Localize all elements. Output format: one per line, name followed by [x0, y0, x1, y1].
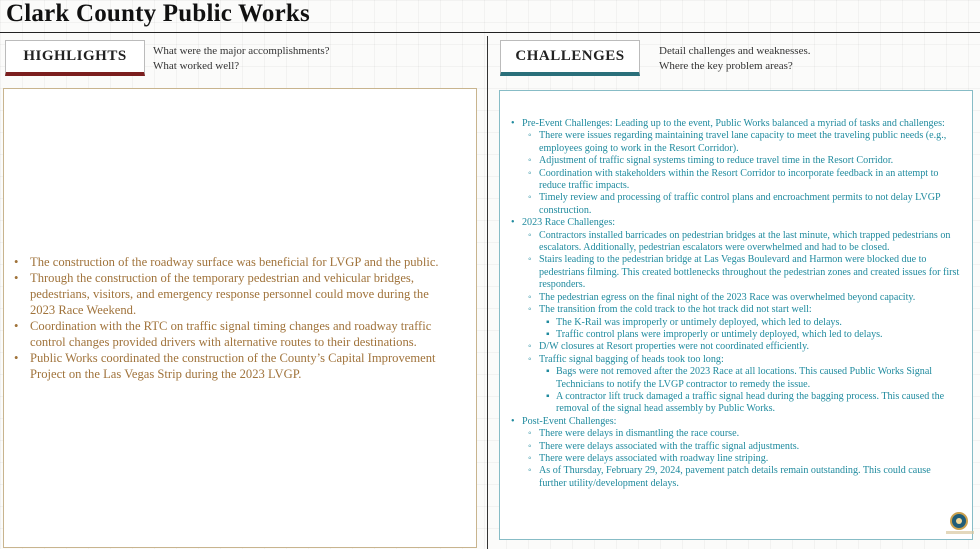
county-seal-icon — [950, 512, 968, 530]
pre-event-item: ◦ Adjustment of traffic signal systems timing to reduce travel time in the Resort Corridor. — [539, 155, 960, 167]
race-item: ◦ D/W closures at Resort properties were not coordinated efficiently. — [539, 341, 960, 353]
challenges-prompt-line2: Where the key problem areas? — [659, 60, 793, 72]
pre-event-label: Pre-Event Challenges: Leading up to the event, Public Works balanced a myriad of tasks and challenges: — [522, 118, 945, 129]
challenges-prompt-line1: Detail challenges and weaknesses. — [659, 45, 811, 57]
race-subitem: ▪ Bags were not removed after the 2023 Race at all locations. This caused Public Works Signal Technicians to notify the LVGP contractor to remedy the issue. — [556, 366, 960, 391]
post-event-item: ◦ There were delays in dismantling the race course. — [539, 428, 960, 440]
challenges-prompt — [659, 44, 811, 74]
column-divider — [487, 36, 488, 549]
pre-event-item: ◦ There were issues regarding maintaining travel lane capacity to meet the traveling public needs (e.g., employees going to work in the Resort Corridor). — [539, 130, 960, 155]
highlights-list — [4, 254, 476, 382]
highlights-prompt-line1: What were the major accomplishments? — [153, 45, 330, 57]
race-subitem: ▪ Traffic control plans were improperly or untimely deployed, which led to delays. — [556, 329, 960, 341]
race-subitem: ▪ A contractor lift truck damaged a traffic signal head during the bagging process. This caused the removal of the signal head assembly by Public Works. — [556, 391, 960, 416]
highlights-panel — [3, 88, 477, 548]
post-event-item: ◦ As of Thursday, February 29, 2024, pavement patch details remain outstanding. This could cause further utility/development delays. — [539, 465, 960, 490]
challenges-panel — [499, 90, 973, 540]
race-item-text: Traffic signal bagging of heads took too long: — [539, 353, 724, 365]
race-item — [539, 354, 960, 416]
race-item-text: The transition from the cold track to the hot track did not start well: — [539, 304, 812, 316]
highlight-item: • The construction of the roadway surface was beneficial for LVGP and the public. — [30, 254, 456, 270]
race-item — [539, 304, 960, 341]
highlight-item: • Coordination with the RTC on traffic signal timing changes and roadway traffic control changes provided drivers with alternative routes to their destinations. — [30, 318, 456, 350]
highlights-prompt — [153, 44, 330, 74]
highlights-heading: HIGHLIGHTS — [5, 40, 145, 76]
race-label: 2023 Race Challenges: — [522, 217, 616, 229]
race-item: ◦ The pedestrian egress on the final night of the 2023 Race was overwhelmed beyond capacity. — [539, 292, 960, 304]
highlight-item: • Public Works coordinated the construction of the County’s Capital Improvement Project on the Las Vegas Strip during the 2023 LVGP. — [30, 350, 456, 382]
post-event-item: ◦ There were delays associated with the traffic signal adjustments. — [539, 441, 960, 453]
highlight-item: • Through the construction of the temporary pedestrian and vehicular bridges, pedestrians, visitors, and emergency response personnel could move during the 2023 Race Weekend. — [30, 270, 456, 318]
highlights-prompt-line2: What worked well? — [153, 60, 240, 72]
race-section — [522, 217, 960, 416]
post-event-label: Post-Event Challenges: — [522, 415, 617, 427]
title-underline — [0, 32, 980, 33]
logo-caption — [946, 531, 974, 534]
challenges-heading: CHALLENGES — [500, 40, 640, 76]
post-event-section — [522, 416, 960, 490]
page-title: Clark County Public Works — [6, 0, 310, 27]
post-event-item: ◦ There were delays associated with roadway line striping. — [539, 453, 960, 465]
race-item: ◦ Contractors installed barricades on pedestrian bridges at the last minute, which trapped pedestrians on escalators. Additionally, pedestrian escalators were overwhelmed and had to be closed. — [539, 230, 960, 255]
pre-event-item: ◦ Timely review and processing of traffic control plans and encroachment permits to not delay LVGP construction. — [539, 192, 960, 217]
race-subitem: ▪ The K-Rail was improperly or untimely deployed, which led to delays. — [556, 317, 960, 329]
race-item: ◦ Stairs leading to the pedestrian bridge at Las Vegas Boulevard and Harmon were blocked due to pedestrians filming. This created bottlenecks throughout the pedestrian zones and created issues for first responders. — [539, 254, 960, 291]
challenges-list — [522, 118, 960, 490]
pre-event-section — [522, 118, 960, 217]
pre-event-item: ◦ Coordination with stakeholders within the Resort Corridor to incorporate feedback in an attempt to reduce traffic impacts. — [539, 168, 960, 193]
